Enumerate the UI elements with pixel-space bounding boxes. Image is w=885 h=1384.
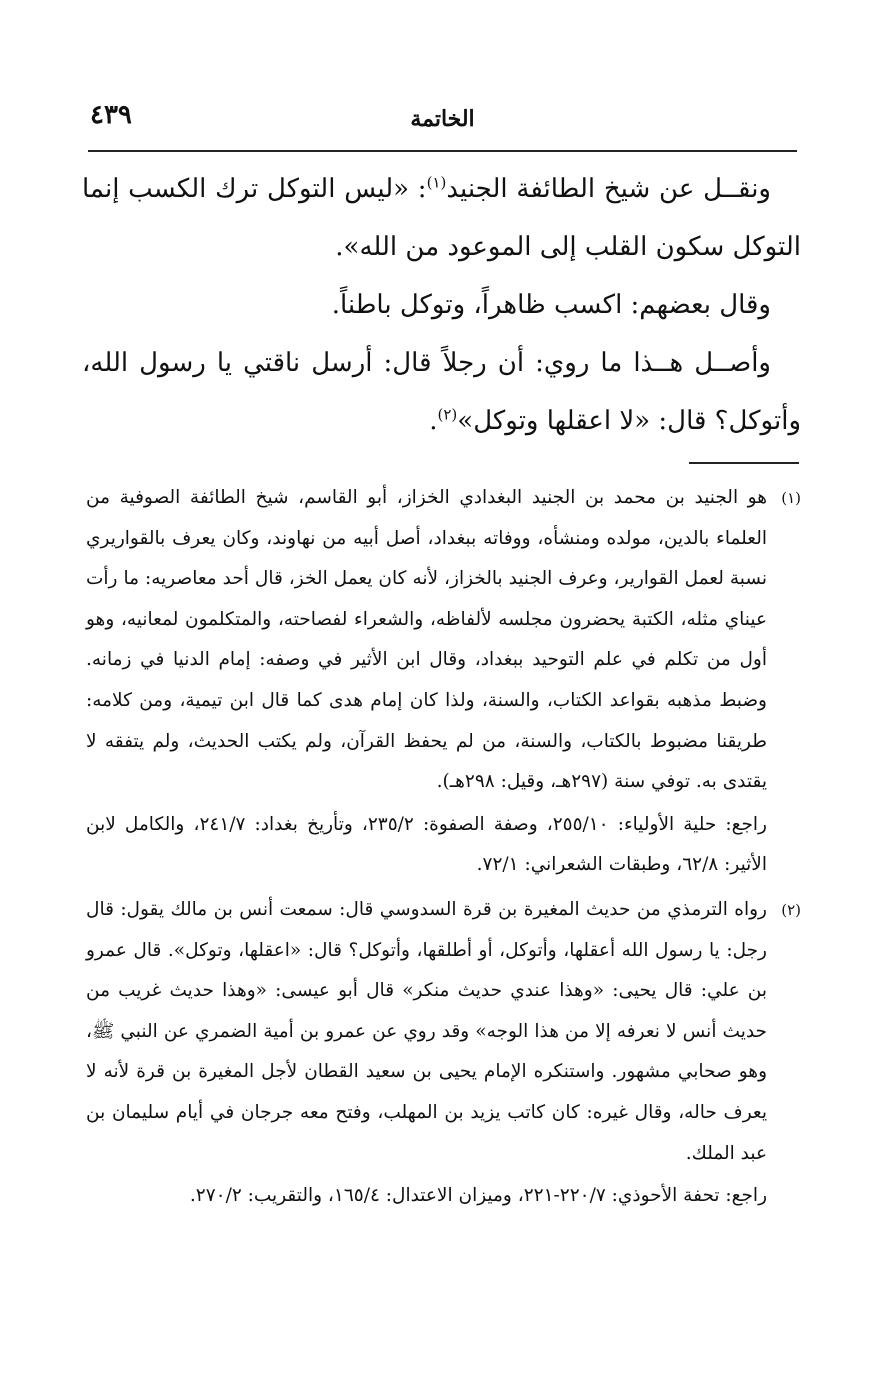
main-text (82, 160, 801, 450)
footnote-2-sources: راجع: تحفة الأحوذي: ٢٢٠/٧-٢٢١، وميزان الاعتدال: ١٦٥/٤، والتقريب: ٢٧٠/٢. (189, 1185, 767, 1207)
footnote-2-text: رواه الترمذي من حديث المغيرة بن قرة السدوسي قال: سمعت أنس بن مالك يقول: قال رجل: يا رسول الله أعقلها، وأتوكل، أو أطلقها، وأتوكل؟ قال: «اعقلها، وتوكل». قال عمرو بن علي: قال يحيى: «وهذا عندي حديث منكر» قال أبو عيسى: «وهذا حديث غريب من حديث أنس لا نعرفه إلا من هذا الوجه» وقد روي عن عمرو بن أمية الضمري عن النبي ﷺ، وهو صحابي مشهور. واستنكره الإمام يحيى بن سعيد القطان لأجل المغيرة بن قرة لأنه لا يعرف حاله، وقال غيره: كان كاتب يزيد بن المهلب، وفتح معه جرجان في أيام سليمان بن عبد الملك. (86, 898, 767, 1164)
footnote-1-text: هو الجنيد بن محمد بن الجنيد البغدادي الخزاز، أبو القاسم، شيخ الطائفة الصوفية من العلماء بالدين، مولده ومنشأه، ووفاته ببغداد، أصل أبيه من نهاوند، وكان يعرف بالقواريري نسبة لعمل القوارير، وعرف الجنيد بالخزاز، لأنه كان يعمل الخز، قال أحد معاصريه: ما رأت عيناي مثله، الكتبة يحضرون مجلسه لألفاظه، والشعراء لفصاحته، والمتكلمون لمعانيه، وهو أول من تكلم في علم التوحيد ببغداد، وقال ابن الأثير في وصفه: إمام الدنيا في زمانه. وضبط مذهبه بقواعد الكتاب، والسنة، ولذا كان إمام هدى كما قال ابن تيمية، ومن كلامه: طريقنا مضبوط بالكتاب، والسنة، من لم يحفظ القرآن، ولم يكتب الحديث، ولم يتفقه لا يقتدى به. توفي سنة (٢٩٧هـ، وقيل: ٢٩٨هـ). (86, 487, 767, 793)
paragraph-3-text: وأصــل هــذا ما روي: أن رجلاً قال: أرسل ناقتي يا رسول الله، وأتوكل؟ قال: «لا اعقلها وتوكل» (82, 348, 801, 436)
running-header (90, 98, 795, 142)
paragraph-1 (82, 160, 801, 276)
chapter-title: الخاتمة (410, 106, 475, 132)
footnote-ref-1: (١) (426, 173, 447, 192)
paragraph-3 (82, 334, 801, 450)
paragraph-2: وقال بعضهم: اكسب ظاهراً، وتوكل باطناً. (331, 290, 771, 320)
footnotes (86, 478, 801, 1221)
paragraph-3-end: . (429, 406, 438, 436)
header-divider (88, 150, 797, 152)
footnote-ref-2: (٢) (437, 405, 458, 424)
footnote-2-marker: (٢) (781, 900, 801, 919)
footnote-divider (689, 462, 799, 464)
footnote-1 (86, 478, 801, 886)
paragraph-1-rest: : «ليس التوكل ترك الكسب إنما التوكل سكون القلب إلى الموعود من الله». (82, 174, 801, 262)
paragraph-1-text: ونقــل عن شيخ الطائفة الجنيد (446, 174, 771, 204)
footnote-2 (86, 890, 801, 1217)
page-number: ٤٣٩ (90, 100, 132, 130)
footnote-1-sources: راجع: حلية الأولياء: ٢٥٥/١٠، وصفة الصفوة: ٢٣٥/٢، وتأريخ بغداد: ٢٤١/٧، والكامل لابن الأثير: ٦٢/٨، وطبقات الشعراني: ٧٢/١. (86, 813, 767, 876)
footnote-1-marker: (١) (781, 489, 801, 507)
